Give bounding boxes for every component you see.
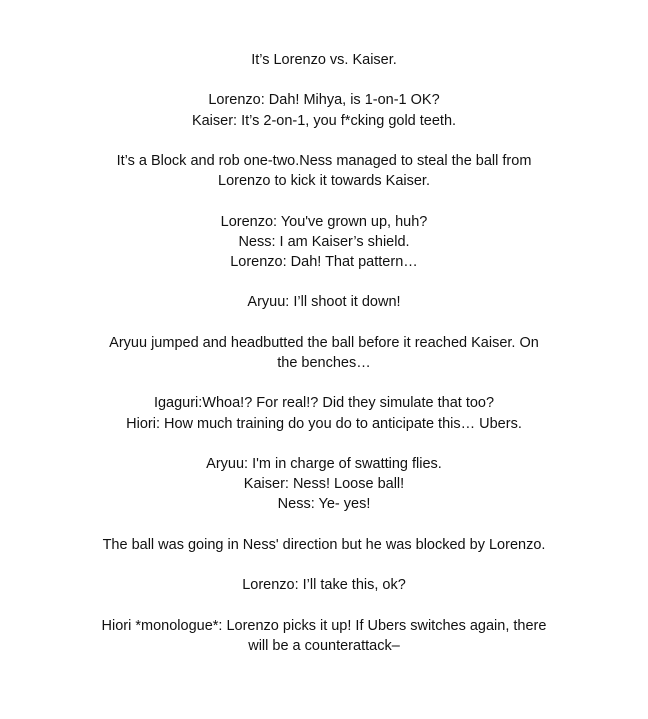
text-line: will be a counterattack–	[248, 637, 400, 654]
text-line: Ness: Ye- yes!	[277, 496, 371, 513]
paragraph	[0, 393, 648, 433]
paragraph	[0, 454, 648, 515]
paragraph	[0, 151, 648, 191]
text-line: Lorenzo: I’ll take this, ok?	[242, 577, 406, 594]
text-line: It’s Lorenzo vs. Kaiser.	[251, 52, 397, 68]
paragraph	[0, 212, 648, 273]
paragraph	[0, 333, 648, 373]
text-line: Ness: I am Kaiser’s shield.	[238, 233, 410, 250]
text-line: Hiori *monologue*: Lorenzo picks it up! If Ubers switches again, there	[101, 617, 547, 634]
text-line: Aryuu: I’ll shoot it down!	[247, 294, 401, 311]
text-line: Lorenzo: You've grown up, huh?	[220, 213, 428, 230]
text-line: Kaiser: Ness! Loose ball!	[243, 476, 405, 493]
text-line: Igaguri:Whoa!? For real!? Did they simulate that too?	[153, 395, 495, 412]
text-line: Kaiser: It’s 2-on-1, you f*cking gold teeth.	[191, 112, 457, 129]
text-line: the benches…	[277, 354, 371, 371]
text-line: Aryuu jumped and headbutted the ball before it reached Kaiser. On	[109, 334, 539, 351]
text-line: It’s a Block and rob one-two.Ness managed to steal the ball from	[116, 152, 532, 169]
text-line: Aryuu: I'm in charge of swatting flies.	[206, 455, 442, 472]
paragraph	[0, 292, 648, 312]
paragraph	[0, 575, 648, 595]
paragraph	[0, 616, 648, 656]
text-line: Lorenzo: Dah! Mihya, is 1-on-1 OK?	[208, 92, 440, 109]
paragraph	[0, 50, 648, 70]
text-line: The ball was going in Ness' direction but he was blocked by Lorenzo.	[102, 536, 546, 553]
text-line: Lorenzo to kick it towards Kaiser.	[218, 173, 430, 190]
paragraph	[0, 535, 648, 555]
paragraph	[0, 90, 648, 130]
text-line: Hiori: How much training do you do to anticipate this… Ubers.	[126, 415, 522, 432]
text-line: Lorenzo: Dah! That pattern…	[230, 253, 418, 270]
